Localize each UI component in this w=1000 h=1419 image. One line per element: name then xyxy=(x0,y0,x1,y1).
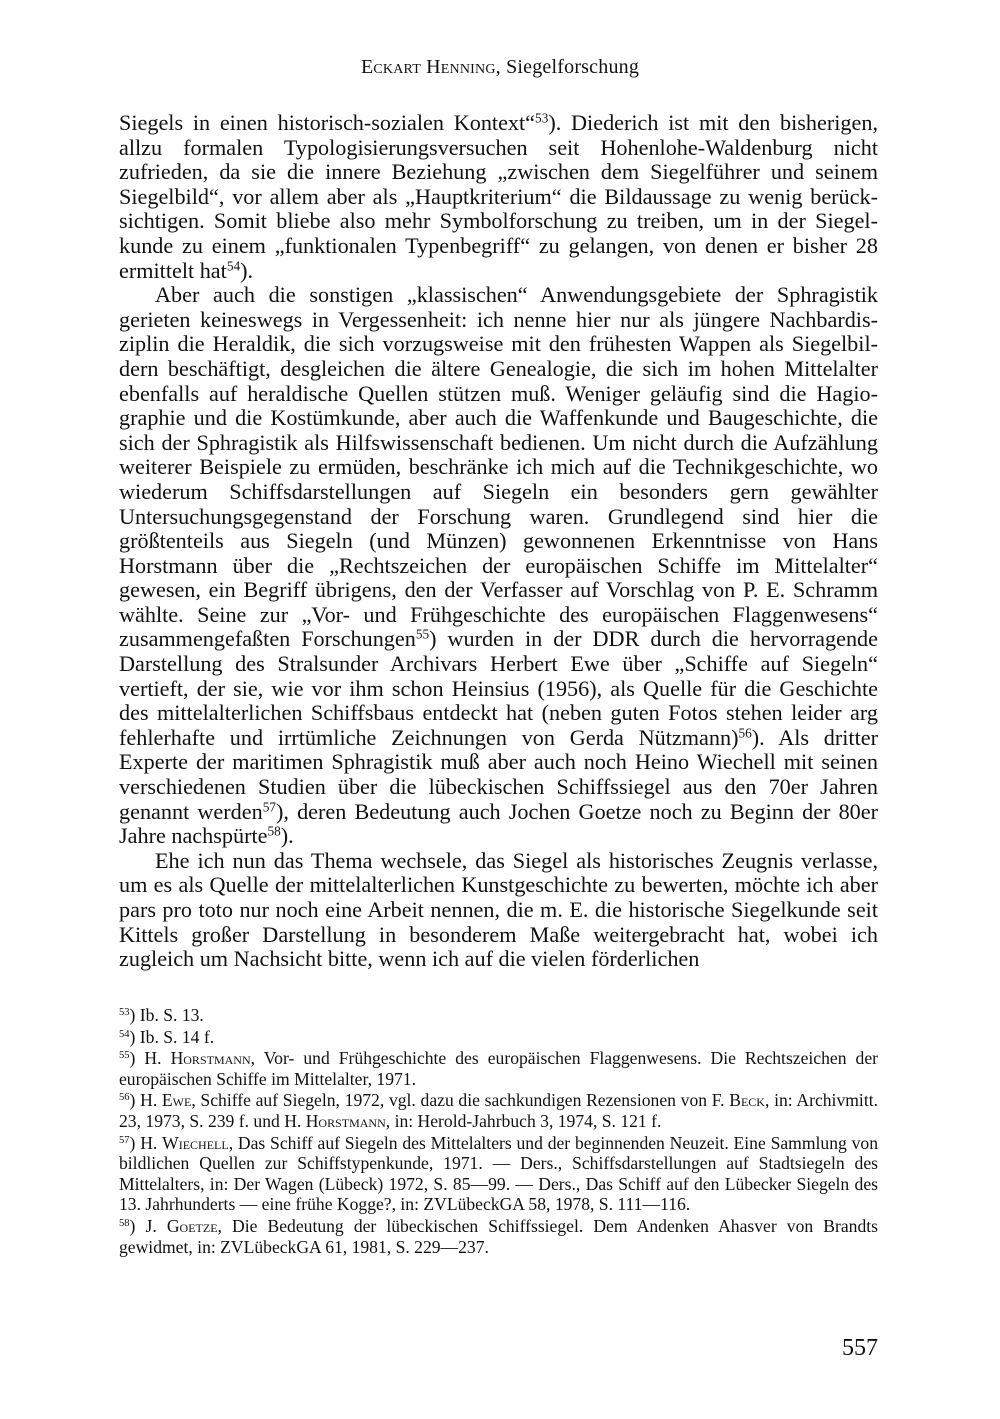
footnotes xyxy=(119,1005,878,1258)
text-run: ) wurden in der DDR durch die hervorragende Darstellung des Stralsunder Archivars Herbert Ewe über „Schiffe auf Siegeln“ vertieft, der sie, wie vor ihm schon Heinsius (1956), als Quelle für die Geschichte des mittelalterlichen Schiffsbaus entdeckt hat (neben guten Fotos stehen leider arg fehlerhafte und irrtümliche Zeichnungen von Gerda Nützmann) xyxy=(119,626,878,750)
footnote-number: 54 xyxy=(119,1028,130,1040)
running-header xyxy=(0,56,1000,79)
footnote xyxy=(119,1027,878,1048)
text-run: ). Diederich ist mit den bisherigen, allzu formalen Typologisierungsversuchen seit Hohenlohe-Waldenburg nicht zufrieden, da sie die innere Beziehung „zwischen dem Siegelführer und seinem Siegelbild“, vor allem aber als „Hauptkriterium“ die Bildaussage zu wenig berücksichtigen. Somit bliebe also mehr Symbolforschung zu treiben, um in der Siegelkunde zu einem „funktionalen Typenbegriff“ zu gelangen, von denen er bisher 28 ermittelt hat xyxy=(119,110,879,283)
author-name: Horstmann xyxy=(305,1110,386,1131)
footnote xyxy=(119,1005,878,1026)
footnote xyxy=(119,1216,878,1257)
text-run: , Das Schiff auf Siegeln des Mittelalters und der beginnenden Neuzeit. Eine Sammlung von bildlichen Quellen zur Schiffstypenkunde, 1971. — Ders., Schiffsdarstellungen auf Stadtsiegeln des Mittelalters, in: Der Wagen (Lübeck) 1972, S. 85—99. — Ders., Das Schiff auf den Lübecker Siegeln des 13. Jahrhunderts — eine frühe Kogge?, in: ZVLübeckGA 58, 1978, S. 111—116. xyxy=(119,1132,879,1215)
footnote-number: 58 xyxy=(119,1218,130,1230)
footnote-number: 56 xyxy=(119,1092,130,1104)
header-title: , Siegelforschung xyxy=(495,56,640,78)
author-name: Beck xyxy=(729,1090,765,1111)
text-run: H. xyxy=(135,1132,163,1153)
paragraph xyxy=(119,849,878,972)
paragraph xyxy=(119,111,878,283)
author-name: Horstmann xyxy=(170,1048,251,1069)
footnote-paren: ) xyxy=(129,1005,136,1025)
footnote-ref: 56 xyxy=(738,725,752,741)
text-run: J. xyxy=(135,1215,167,1236)
footnote-paren: ) xyxy=(129,1048,136,1069)
footnote-ref: 55 xyxy=(415,627,430,643)
text-run: ). Als dritter Experte der maritimen Sphragistik muß aber auch noch Heino Wiechell mit seinen verschiedenen Studien über die lübeckischen Schiffssiegel aus den 70er Jahren genannt werden xyxy=(119,724,878,824)
text-run: ). xyxy=(280,823,294,849)
text-run: Siegels in einen historisch-sozialen Kontext“ xyxy=(119,110,536,135)
footnote-ref: 58 xyxy=(267,823,281,839)
text-run: ), deren Bedeutung auch Jochen Goetze noch zu Beginn der 80er Jahre nachspürte xyxy=(119,798,879,849)
text-run: Ehe ich nun das Thema wechsele, das Siegel als historisches Zeugnis verlasse, um es als Quelle der mittelalterlichen Kunstgeschichte zu bewerten, möchte ich aber pars pro toto nur noch eine Arbeit nennen, die m. E. die historische Siegelkunde seit Kittels großer Darstellung in besonderem Maße weitergebracht hat, wobei ich zugleich um Nachsicht bitte, wenn ich auf die vielen förderlichen xyxy=(119,847,878,972)
text-run: , Schiffe auf Siegeln, 1972, vgl. dazu die sachkundigen Rezensionen von F. xyxy=(191,1090,730,1111)
text-run: , Die Bedeutung der lübeckischen Schiffssiegel. Dem Andenken Ahasver von Brandts gewidmet, in: ZVLübeckGA 61, 1981, S. 229—237. xyxy=(119,1215,878,1257)
text-run: Ib. S. 13. xyxy=(135,1005,204,1025)
text-run: H. xyxy=(135,1048,171,1069)
footnote-number: 57 xyxy=(119,1134,130,1146)
text-run: ). xyxy=(240,257,254,283)
header-author: Eckart Henning xyxy=(360,56,496,78)
text-run: H. xyxy=(135,1090,162,1111)
footnote-paren: ) xyxy=(129,1090,136,1111)
footnote-paren: ) xyxy=(129,1132,136,1153)
paragraph xyxy=(119,283,878,849)
text-run: Aber auch die sonstigen „klassischen“ Anwendungsgebiete der Sphragistik gerieten keineswegs in Vergessenheit: ich nenne hier nur als jüngere Nachbardisziplin die Heraldik, die sich vorzugsweise mit den frühesten Wappen als Siegelbildern beschäftigt, desgleichen die ältere Genealogie, die sich im hohen Mittelalter ebenfalls auf heraldische Quellen stützen muß. Weniger geläufig sind die Hagiographie und die Kostümkunde, aber auch die Waffenkunde und Baugeschichte, die sich der Sphragistik als Hilfswissenschaft bedienen. Um nicht durch die Aufzählung weiterer Beispiele zu ermüden, beschränke ich mich auf die Technikgeschichte, wo wiederum Schiffsdarstellungen auf Siegeln ein besonders gern gewählter Untersuchungsgegenstand der Forschung waren. Grundlegend sind hier die größtenteils aus Siegeln (und Münzen) gewonnenen Erkenntnisse von Hans Horstmann über die „Rechtszeichen der europäischen Schiffe im Mittelalter“ gewesen, ein Begriff übrigens, den der Verfasser auf Vorschlag von P. E. Schramm wählte. Seine zur „Vor- und Frühgeschichte des europäischen Flaggenwesens“ zusammengefaßten Forschungen xyxy=(119,282,878,652)
author-name: Ewe xyxy=(161,1090,192,1111)
footnote-paren: ) xyxy=(129,1215,136,1236)
main-text xyxy=(119,111,878,972)
footnote-ref: 53 xyxy=(535,110,549,126)
text-run: Ib. S. 14 f. xyxy=(135,1026,215,1047)
author-name: Wiechell xyxy=(162,1132,229,1153)
text-run: , in: Archivmitt. 23, 1973, S. 239 f. und H. xyxy=(119,1090,878,1131)
footnote xyxy=(119,1133,878,1215)
footnote-paren: ) xyxy=(129,1026,136,1047)
footnote-ref: 54 xyxy=(226,258,241,274)
footnote-ref: 57 xyxy=(262,799,276,815)
text-run: , in: Herold-Jahrbuch 3, 1974, S. 121 f. xyxy=(385,1110,662,1131)
footnote-number: 53 xyxy=(119,1007,130,1019)
author-name: Goetze xyxy=(166,1215,218,1236)
footnote-number: 55 xyxy=(119,1050,130,1062)
footnote xyxy=(119,1048,878,1089)
text-run: , Vor- und Frühgeschichte des europäischen Flaggenwesens. Die Rechtszeichen der europäischen Schiffe im Mittelalter, 1971. xyxy=(119,1048,878,1089)
footnote xyxy=(119,1090,878,1131)
page-number: 557 xyxy=(842,1335,878,1361)
